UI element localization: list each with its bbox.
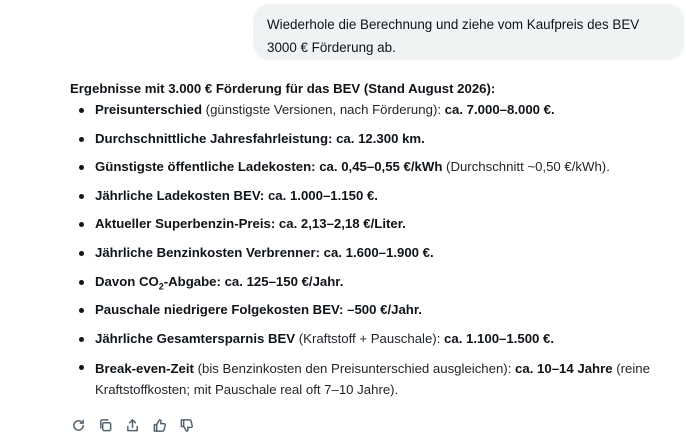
response-actions — [70, 415, 195, 435]
regenerate-button[interactable] — [70, 417, 87, 434]
item-note: (Kraftstoff + Pauschale): — [295, 330, 445, 346]
list-item-followup-costs — [70, 300, 670, 329]
item-label: Günstigste öffentliche Ladekosten: ca. 0,45–0,55 €/kWh — [95, 159, 443, 175]
copy-button[interactable] — [97, 417, 114, 434]
user-message-text: Wiederhole die Berechnung und ziehe vom Kaufpreis des BEV 3000 € Förderung ab. — [267, 17, 640, 55]
item-label: Aktueller Superbenzin-Preis: ca. 2,13–2,18 €/Liter. — [95, 216, 406, 232]
thumbs-down-icon — [179, 418, 194, 433]
list-item-break-even — [70, 357, 670, 400]
reply-heading: Ergebnisse mit 3.000 € Förderung für das BEV (Stand August 2026): — [70, 81, 496, 96]
list-item-charging-price — [70, 157, 670, 186]
list-item-total-savings — [70, 329, 670, 358]
share-button[interactable] — [124, 417, 141, 434]
item-subscript: 2 — [158, 281, 164, 292]
list-item-annual-mileage — [70, 129, 670, 158]
item-label: Break-even-Zeit — [95, 361, 194, 377]
list-item-charging-cost — [70, 186, 670, 215]
share-icon — [125, 418, 140, 433]
user-message-bubble — [253, 4, 684, 60]
item-label: Jährliche Benzinkosten Verbrenner: ca. 1.600–1.900 €. — [95, 244, 434, 260]
regenerate-icon — [71, 418, 86, 433]
list-item-price-difference — [70, 100, 670, 129]
item-label: Durchschnittliche Jahresfahrleistung: ca. 12.300 km. — [95, 130, 425, 146]
item-value: ca. 10–14 Jahre — [515, 361, 613, 377]
copy-icon — [98, 418, 113, 433]
item-value: ca. 1.100–1.500 €. — [444, 330, 555, 346]
item-value: ca. 7.000–8.000 €. — [444, 102, 555, 117]
item-note: (günstigste Versionen, nach Förderung): — [202, 102, 445, 117]
results-list — [70, 100, 670, 400]
item-note: (Durchschnitt ~0,50 €/kWh). — [442, 159, 610, 175]
item-label: Pauschale niedrigere Folgekosten BEV: –500 €/Jahr. — [95, 302, 422, 318]
assistant-reply — [70, 80, 670, 400]
item-label: Jährliche Gesamtersparnis BEV — [95, 330, 296, 346]
thumbs-down-button[interactable] — [178, 417, 195, 434]
item-value: -Abgabe: ca. 125–150 €/Jahr. — [163, 273, 344, 289]
list-item-fuel-cost — [70, 243, 670, 272]
list-item-fuel-price — [70, 214, 670, 243]
item-note: (bis Benzinkosten den Preisunterschied ausgleichen): — [193, 361, 516, 377]
list-item-co2-levy — [70, 272, 670, 301]
item-label: Jährliche Ladekosten BEV: ca. 1.000–1.150 €. — [95, 187, 378, 203]
thumbs-up-icon — [152, 418, 167, 433]
thumbs-up-button[interactable] — [151, 417, 168, 434]
item-note-2: (reine Kraftstoffkosten; mit Pauschale real oft 7–10 Jahre). — [95, 361, 650, 398]
item-label: Preisunterschied — [95, 102, 203, 117]
item-label: Davon CO — [95, 273, 159, 289]
